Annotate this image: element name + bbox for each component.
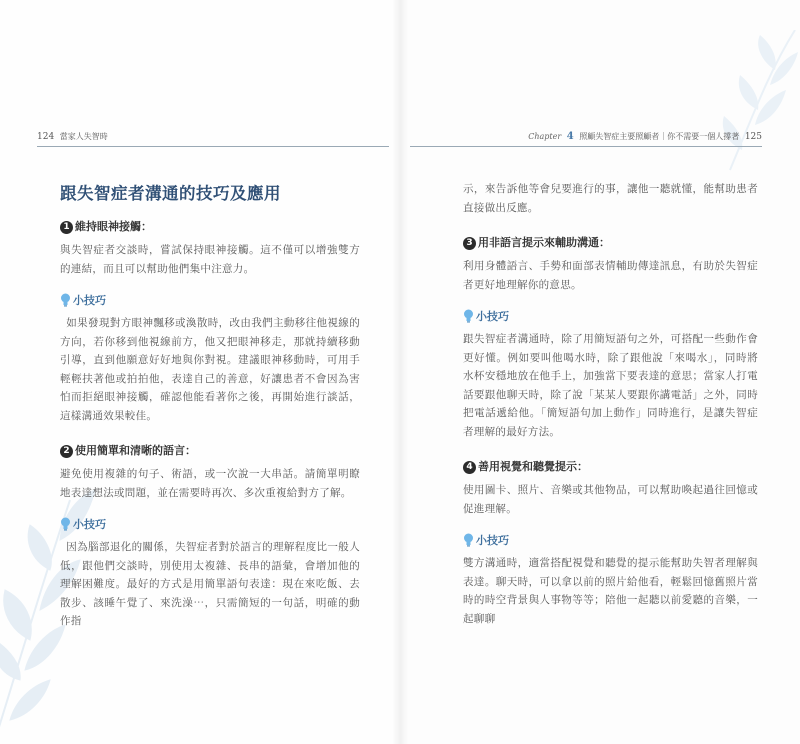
lightbulb-icon [463,309,474,323]
point-heading-1 [60,219,360,235]
point-heading-4 [463,459,758,475]
lightbulb-icon [60,517,71,531]
tip-body-3: 跟失智症者溝通時，除了用簡短語句之外，可搭配一些動作會更好懂。例如要叫他喝水時，除了跟他說「來喝水」，同時將水杯安穩地放在他手上，加強當下要表達的意思；當家人打電話要跟他聊天時，除了說「某某人要跟你講電話」之外，同時把電話遞給他。「簡短語句加上動作」同時進行，是讓失智症者理解的最好方法。 [463,333,758,438]
header-rule-right [410,146,762,147]
running-head-left [37,131,108,142]
tip-body-1: 如果發現對方眼神飄移或渙散時，改由我們主動移往他視線的方向，若你移到他視線前方，他又把眼神移走，那就持續移動引導，直到他願意好好地與你對視。建議眼神移動時，可用手輕輕扶著他或拍拍他，表達自己的善意，好讓患者不會因為害怕而拒絕眼神接觸，確認他能看著你之後，再開始進行談話，這樣溝通效果較佳。 [60,317,360,422]
leaf-decoration-right [700,30,800,180]
number-badge: 4 [463,461,476,474]
point-heading-2 [60,443,360,459]
section-title: 跟失智症者溝通的技巧及應用 [60,184,281,203]
point-heading-text: 善用視覺和聽覺提示： [478,460,588,473]
right-column [463,180,758,628]
page-number-right: 125 [744,132,762,142]
lightbulb-icon [463,533,474,547]
tip-label-text: 小技巧 [73,294,106,307]
running-head-right [528,131,762,142]
tip-label-3 [463,308,758,324]
tip-label-4 [463,532,758,548]
point-heading-text: 用非語言提示來輔助溝通： [478,236,610,249]
lightbulb-icon [60,293,71,307]
point-body-4: 使用圖卡、照片、音樂或其他物品，可以幫助喚起過往回憶或促進理解。 [463,484,758,515]
tip-label-text: 小技巧 [476,534,509,547]
number-badge: 3 [463,237,476,250]
chapter-title: 照顧失智症主要照顧者｜你不需要一個人撐著 [579,132,740,141]
tip-label-2 [60,516,360,532]
tip-body-4: 雙方溝通時，適當搭配視覺和聽覺的提示能幫助失智者理解與表達。聊天時，可以拿以前的照片給他看，輕鬆回憶舊照片當時的時空背景與人事物等等；陪他一起聽以前愛聽的音樂，一起聊聊 [463,557,758,625]
continued-text: 示，來告訴他等會兒要進行的事，讓他一聽就懂，能幫助患者直接做出反應。 [463,183,758,214]
tip-label-text: 小技巧 [476,310,509,323]
page-number-left: 124 [37,132,55,142]
point-heading-text: 維持眼神接觸： [75,220,152,233]
point-body-2: 避免使用複雜的句子、術語，或一次說一大串話。請簡單明瞭地表達想法或問題，並在需要時再次、多次重複給對方了解。 [60,468,360,499]
point-heading-text: 使用簡單和清晰的語言： [75,444,196,457]
chapter-number: 4 [566,131,574,142]
left-column [60,180,360,631]
tip-label-text: 小技巧 [73,518,106,531]
number-badge: 2 [60,445,73,458]
point-body-3: 利用身體語言、手勢和面部表情輔助傳達訊息，有助於失智症者更好地理解你的意思。 [463,260,758,291]
number-badge: 1 [60,221,73,234]
point-body-1: 與失智症者交談時，嘗試保持眼神接觸。這不僅可以增強雙方的連結，而且可以幫助他們集中注意力。 [60,244,360,275]
chapter-label: Chapter [528,132,562,141]
book-gutter [392,0,408,744]
book-title: 當家人失智時 [59,132,108,141]
tip-body-2: 因為腦部退化的關係，失智症者對於語言的理解程度比一般人低，跟他們交談時，別使用太複雜、長串的語彙，會增加他的理解困難度。最好的方式是用簡單語句表達：現在來吃飯、去散步、該睡午覺了、來洗澡⋯，只需簡短的一句話，明確的動作指 [60,541,360,627]
point-heading-3 [463,235,758,251]
header-rule-left [37,146,389,147]
tip-label-1 [60,292,360,308]
